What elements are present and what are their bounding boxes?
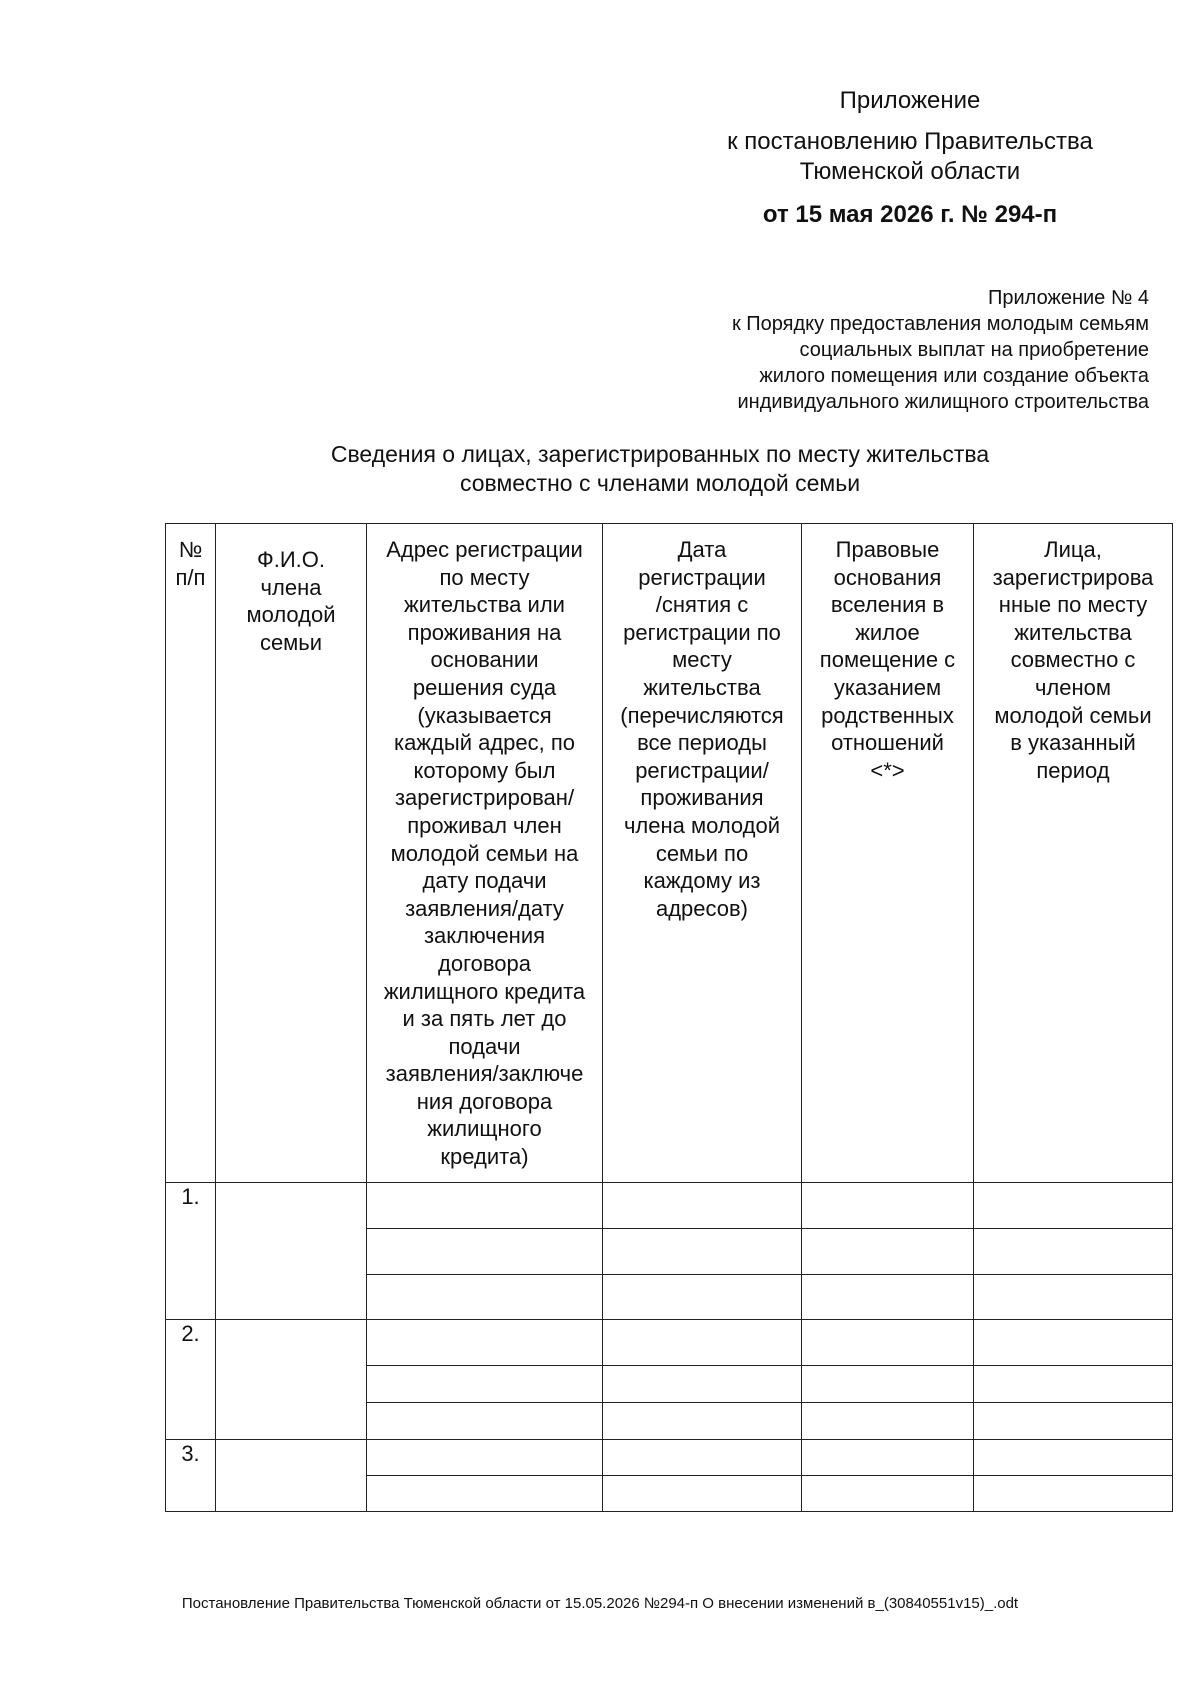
table-cell[interactable] — [974, 1403, 1173, 1440]
header-registration-address — [367, 524, 603, 1183]
table-cell[interactable] — [974, 1476, 1173, 1512]
header-text-line: подачи — [448, 1033, 521, 1059]
header-text-line: семьи по — [655, 840, 749, 866]
header-text-line: молодой семьи на — [390, 840, 579, 866]
header-text-line: <*> — [870, 757, 905, 783]
table-cell[interactable] — [974, 1183, 1173, 1229]
header-text-line: заключения — [423, 923, 546, 949]
table-cell[interactable] — [802, 1320, 974, 1366]
document-footer: Постановление Правительства Тюменской области от 15.05.2026 №294-п О внесении изменений в_(30840551v15)_.odt — [181, 1595, 1019, 1612]
header-text-line: заявления/заключе — [385, 1061, 584, 1087]
header-text-line: заявления/дату — [405, 895, 564, 921]
header-registration-date — [603, 524, 802, 1183]
registration-table — [165, 523, 1173, 1512]
row-number: 1. — [166, 1183, 216, 1320]
header-text-line: члена молодой — [623, 812, 781, 838]
row-number: 3. — [166, 1440, 216, 1512]
table-cell[interactable] — [974, 1366, 1173, 1403]
header-text-line: № — [178, 537, 203, 562]
header-text-line: проживания — [640, 785, 764, 811]
header-text-line: каждый адрес, по — [393, 730, 576, 756]
header-text-line: указанием — [833, 674, 942, 700]
table-cell[interactable] — [367, 1403, 603, 1440]
header-text-line: регистрации/ — [635, 757, 769, 783]
header-text-line: зарегистрирова — [992, 564, 1154, 590]
header-text-line: молодой — [246, 602, 336, 628]
header-text-line: жилищного — [427, 1116, 542, 1142]
header-text-line: Дата — [677, 537, 727, 562]
header-text-line: договора — [438, 950, 531, 976]
header-text-line: /снятия с — [655, 592, 749, 618]
header-number — [166, 524, 216, 1183]
table-cell[interactable] — [603, 1275, 802, 1320]
table-cell[interactable] — [367, 1275, 603, 1320]
table-row — [166, 1183, 1173, 1229]
table-cell[interactable] — [603, 1366, 802, 1403]
header-text-line: Адрес регистрации — [386, 537, 583, 562]
table-cell[interactable] — [802, 1275, 974, 1320]
table-cell[interactable] — [802, 1366, 974, 1403]
full-name-cell[interactable] — [216, 1320, 367, 1440]
header-text-line: ния договора — [416, 1088, 553, 1114]
header-text-line: в указанный — [1010, 730, 1136, 756]
table-cell[interactable] — [603, 1403, 802, 1440]
table-cell[interactable] — [802, 1229, 974, 1275]
header-text-line: регистрации по — [623, 619, 781, 645]
table-cell[interactable] — [974, 1229, 1173, 1275]
header-text-line: каждому из — [643, 868, 761, 894]
header-text-line: проживания на — [407, 619, 562, 645]
full-name-cell[interactable] — [216, 1183, 367, 1320]
header-text-line: дату подачи — [422, 868, 547, 894]
header-text-line: вселения в — [830, 592, 945, 618]
document-title-line: Сведения о лицах, зарегистрированных по месту жительства — [330, 441, 990, 467]
table-cell[interactable] — [367, 1229, 603, 1275]
table-cell[interactable] — [802, 1183, 974, 1229]
table-cell[interactable] — [603, 1320, 802, 1366]
header-text-line: члена — [260, 574, 322, 600]
header-co-registered-persons — [974, 524, 1173, 1183]
header-text-line: жительства — [643, 674, 761, 700]
header-text-line: отношений — [831, 730, 944, 756]
table-cell[interactable] — [603, 1440, 802, 1476]
header-text-line: основания — [833, 564, 942, 590]
appendix-line: социальных выплат на приобретение — [799, 339, 1149, 361]
resolution-line: Тюменской области — [799, 158, 1021, 185]
header-full-name — [216, 524, 367, 1183]
table-row — [166, 1440, 1173, 1476]
header-text-line: адресов) — [655, 895, 749, 921]
table-cell[interactable] — [974, 1275, 1173, 1320]
header-text-line: кредита) — [440, 1144, 529, 1170]
header-text-line: и за пять лет до — [402, 1006, 567, 1032]
table-cell[interactable] — [367, 1183, 603, 1229]
table-cell[interactable] — [802, 1440, 974, 1476]
appendix-line: к Порядку предоставления молодым семьям — [731, 313, 1149, 335]
header-text-line: месту — [672, 647, 732, 673]
table-cell[interactable] — [603, 1183, 802, 1229]
table-cell[interactable] — [802, 1403, 974, 1440]
document-title-line: совместно с членами молодой семьи — [459, 470, 861, 496]
header-text-line: основании — [430, 647, 539, 673]
appendix-heading: Приложение — [839, 87, 981, 114]
header-text-line: все периоды — [637, 730, 767, 756]
header-text-line: Правовые — [835, 537, 940, 562]
header-text-line: (перечисляются — [620, 702, 784, 728]
table-cell[interactable] — [603, 1476, 802, 1512]
header-text-line: которому был — [413, 757, 556, 783]
appendix-number: Приложение № 4 — [988, 287, 1149, 309]
resolution-date-number: от 15 мая 2026 г. № 294-п — [762, 201, 1058, 228]
row-number: 2. — [166, 1320, 216, 1440]
header-text-line: нные по месту — [998, 592, 1148, 618]
table-cell[interactable] — [367, 1476, 603, 1512]
header-text-line: семьи — [259, 629, 323, 655]
header-text-line: зарегистрирован/ — [394, 785, 575, 811]
header-text-line: жительства — [1014, 619, 1132, 645]
header-text-line: жилое — [855, 619, 920, 645]
header-text-line: членом — [1034, 674, 1112, 700]
table-cell[interactable] — [802, 1476, 974, 1512]
table-cell[interactable] — [974, 1440, 1173, 1476]
header-text-line: проживал член — [407, 812, 562, 838]
appendix-line: индивидуального жилищного строительства — [737, 391, 1149, 413]
header-text-line: регистрации — [638, 564, 766, 590]
header-text-line: жительства или — [404, 592, 565, 618]
table-cell[interactable] — [367, 1440, 603, 1476]
appendix-line: жилого помещения или создание объекта — [759, 365, 1149, 387]
document-title — [160, 440, 1160, 498]
table-header-row — [166, 524, 1173, 1183]
header-text-line: родственных — [821, 702, 954, 728]
header-text-line: период — [1036, 757, 1110, 783]
table-cell[interactable] — [974, 1320, 1173, 1366]
header-text-line: п/п — [175, 564, 206, 590]
table-cell[interactable] — [603, 1229, 802, 1275]
header-text-line: по месту — [439, 564, 530, 590]
header-text-line: жилищного кредита — [383, 978, 586, 1004]
header-text-line: решения суда — [412, 674, 557, 700]
full-name-cell[interactable] — [216, 1440, 367, 1512]
header-text-line: молодой семьи — [994, 702, 1152, 728]
header-text-line: помещение с — [819, 647, 956, 673]
table-cell[interactable] — [367, 1320, 603, 1366]
header-text-line: (указывается — [417, 702, 552, 728]
table-row — [166, 1320, 1173, 1366]
header-legal-grounds — [802, 524, 974, 1183]
header-text-line: совместно с — [1010, 647, 1136, 673]
table-cell[interactable] — [367, 1366, 603, 1403]
resolution-reference — [640, 127, 1180, 187]
resolution-line: к постановлению Правительства — [727, 128, 1093, 155]
header-text-line: Лица, — [1044, 537, 1102, 562]
header-text-line: Ф.И.О. — [257, 547, 325, 572]
